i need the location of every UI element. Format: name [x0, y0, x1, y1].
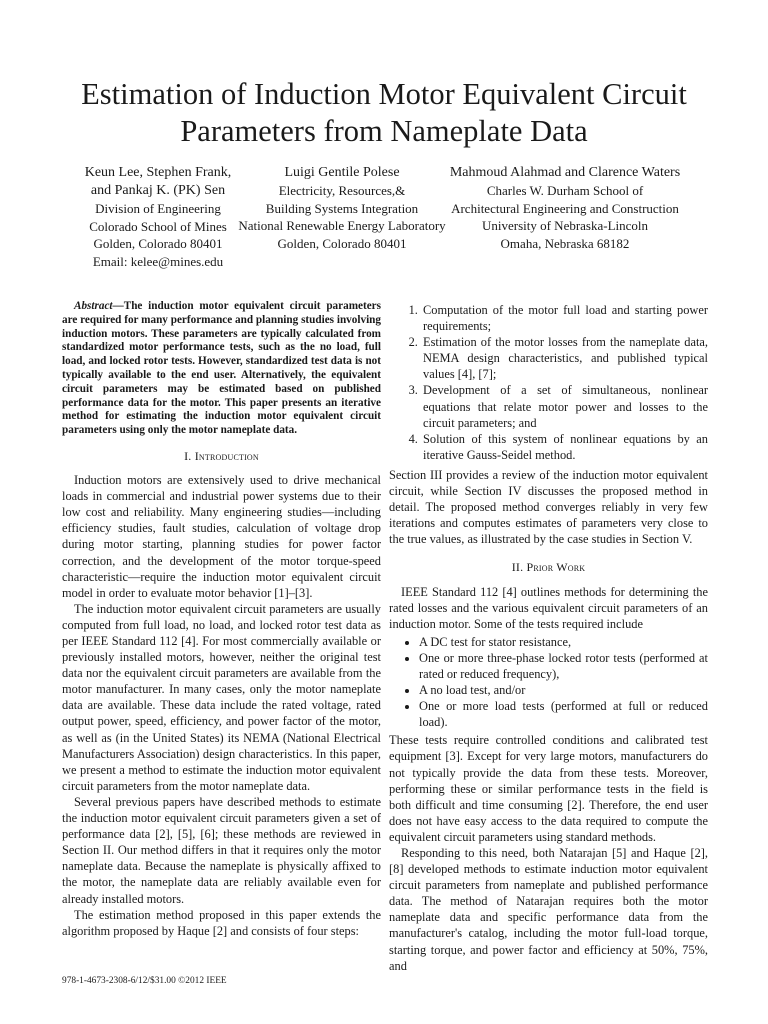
section-heading-introduction: [62, 448, 381, 464]
right-column: [389, 302, 708, 974]
section-title: Prior Work: [526, 560, 586, 575]
body-paragraph: Section III provides a review of the induction motor equivalent circuit, while Section IV discusses the proposed method in detail. The proposed method converges reliably in very few iterations and computes estimates of parameters very close to the true values, as illustrated by the case studies in Section V.: [389, 467, 708, 547]
author-name: Mahmoud Alahmad and Clarence Waters: [449, 165, 681, 180]
author-block-1: [58, 164, 258, 270]
author-name: Luigi Gentile Polese: [284, 165, 400, 180]
abstract-text: —The induction motor equivalent circuit parameters are required for many performance and planning studies involving induction motors. These parameters are typically calculated from standardized motor performance tests, such as the no load, full load, and locked rotor tests. However, standardized test data is not typically available to the end user. Alternatively, the equivalent circuit parameters may be estimated based on published performance data for the motor. This paper presents an iterative method for estimating the induction motor equivalent circuit parameters using only the motor nameplate data.: [62, 300, 381, 437]
author-affiliation: Charles W. Durham School of: [486, 183, 644, 198]
section-number: I.: [184, 448, 192, 463]
section-title: Introduction: [194, 448, 259, 463]
author-affiliation: Architectural Engineering and Construction: [451, 200, 679, 216]
body-paragraph: Responding to this need, both Natarajan [5] and Haque [2], [8] developed methods to estimate induction motor equivalent circuit parameters from nameplate and published performance data. The method of Natarajan requires both the motor nameplate data and specific performance data from the manufacturer's catalog, including the motor full-load torque, starting torque, and power factor and efficiency at 50%, 75%, and: [389, 846, 708, 973]
intro-paragraph: The induction motor equivalent circuit parameters are usually computed from full load, no load, and locked rotor test data as per IEEE Standard 112 [4]. For most commercially available or previously installed motors, however, neither the original test data nor the equivalent circuit parameters are available from the motor manufacturer. In many cases, only the motor nameplate data are available. These data include the rated voltage, rated output power, speed, efficiency, and power factor of the motor, as well as (in the United States) its NEMA (National Electrical Manufacturers Association) design characteristics. In this paper, we present a method to estimate the induction motor equivalent circuit parameters from the motor nameplate data.: [62, 601, 381, 793]
list-item: 2. Estimation of the motor losses from the nameplate data, NEMA design characteristics, and published typical values [4], [7];: [421, 334, 708, 382]
author-name: Keun Lee, Stephen Frank,: [84, 165, 232, 180]
list-item: • A DC test for stator resistance,: [419, 634, 708, 650]
author-affiliation: Omaha, Nebraska 68182: [500, 235, 630, 251]
intro-paragraph: Induction motors are extensively used to drive mechanical loads in commercial and industrial power systems due to their low cost and reliability. Many engineering studies—including efficiency studies, fault studies, calculation of voltage drop during motor starting, planning studies for power factor correction, and the development of the motor torque-speed characteristic—require the induction motor equivalent circuit model in order to evaluate motor behavior [1]–[3].: [62, 473, 381, 600]
abstract-label: Abstract: [74, 300, 113, 312]
author-affiliation: University of Nebraska-Lincoln: [481, 218, 649, 234]
author-block-3: [446, 164, 684, 252]
title-line-1: Estimation of Induction Motor Equivalent Circuit: [81, 77, 687, 111]
left-column: [62, 300, 381, 939]
author-name: and Pankaj K. (PK) Sen: [90, 183, 226, 198]
title-line-2: Parameters from Nameplate Data: [180, 114, 588, 148]
author-affiliation: Colorado School of Mines: [89, 218, 227, 234]
copyright-footer: 978-1-4673-2308-6/12/$31.00 ©2012 IEEE: [62, 976, 227, 986]
paper-title: [40, 76, 728, 150]
intro-paragraph: The estimation method proposed in this paper extends the algorithm proposed by Haque [2] and consists of four steps:: [62, 907, 381, 938]
list-item: 1. Computation of the motor full load and starting power requirements;: [421, 302, 708, 334]
list-item: 3. Development of a set of simultaneous, nonlinear equations that relate motor power and losses to the circuit parameters; and: [421, 382, 708, 430]
list-item: 4. Solution of this system of nonlinear equations by an iterative Gauss-Seidel method.: [421, 431, 708, 463]
list-item: • A no load test, and/or: [419, 682, 708, 698]
list-item: • One or more three-phase locked rotor tests (performed at rated or reduced frequency),: [419, 650, 708, 682]
author-affiliation: Building Systems Integration: [265, 200, 419, 216]
author-affiliation: Division of Engineering: [95, 201, 221, 216]
steps-list: [389, 302, 708, 463]
body-paragraph: These tests require controlled conditions and calibrated test equipment [3]. Except for very large motors, manufacturers do not typically provide the data from these tests. Moreover, performing these or similar performance tests in the field is both difficult and time consuming [2]. Therefore, the end user does not have easy access to the data required to compute the equivalent circuit parameters using standard methods.: [389, 733, 708, 844]
section-number: II.: [511, 560, 524, 575]
author-affiliation: Golden, Colorado 80401: [277, 235, 407, 251]
author-affiliation: Electricity, Resources,&: [278, 183, 406, 198]
body-paragraph: IEEE Standard 112 [4] outlines methods for determining the rated losses and the various equivalent circuit parameters of an induction motor. Some of the tests required include: [389, 584, 708, 631]
author-email: Email: kelee@mines.edu: [92, 253, 224, 269]
section-heading-prior-work: [389, 559, 708, 575]
abstract: [62, 300, 381, 438]
author-affiliation: National Renewable Energy Laboratory: [238, 218, 446, 234]
list-item: • One or more load tests (performed at full or reduced load).: [419, 698, 708, 730]
tests-list: [389, 634, 708, 731]
author-block-2: [236, 164, 448, 252]
author-affiliation: Golden, Colorado 80401: [93, 236, 223, 252]
intro-paragraph: Several previous papers have described methods to estimate the induction motor equivalent circuit parameters given a set of performance data [2], [5], [6]; these methods are reviewed in Section II. Our method differs in that it requires only the motor nameplate data. Because the nameplate is physically affixed to the motor, the nameplate data are reliably available even for already installed motors.: [62, 794, 381, 906]
